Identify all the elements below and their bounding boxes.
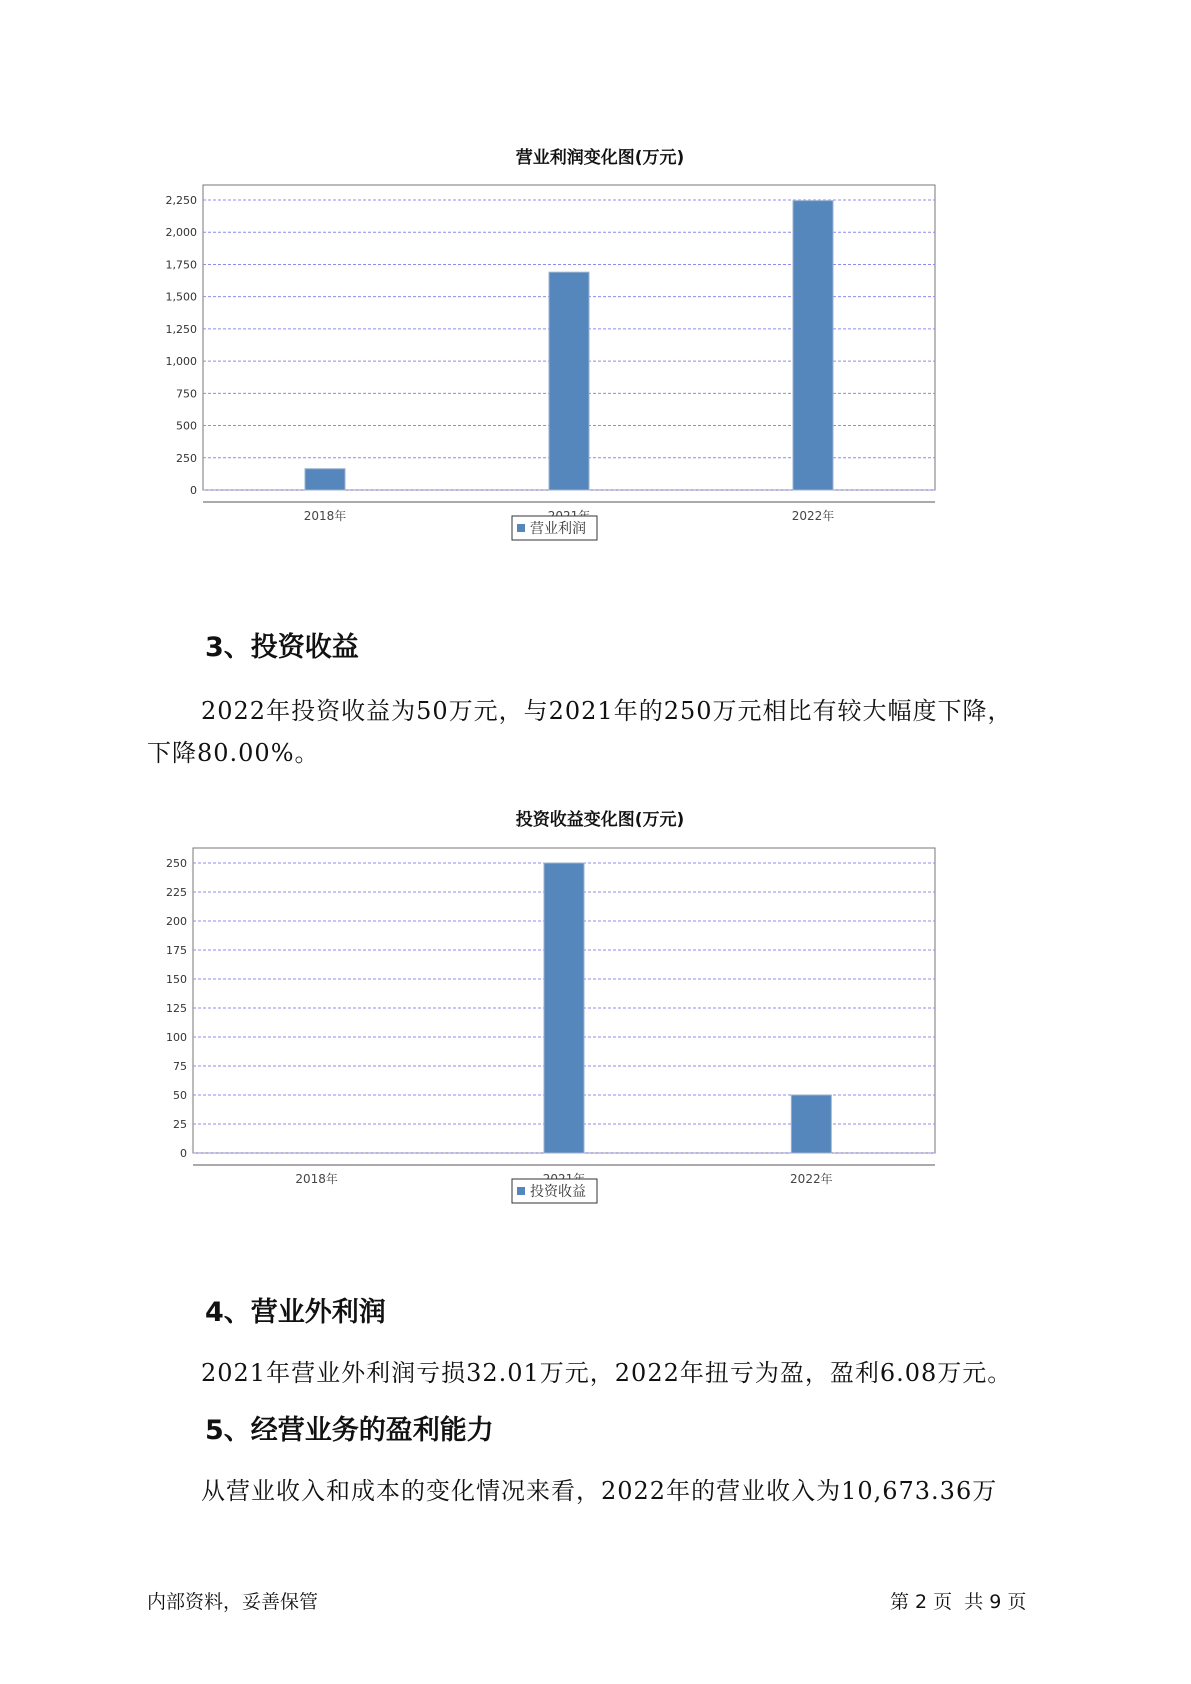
- y-tick-label: 500: [176, 419, 197, 433]
- bar-2022年: [793, 201, 833, 490]
- y-tick-label: 25: [173, 1118, 187, 1131]
- legend-swatch: [517, 524, 525, 532]
- section-heading-profitability: 5、经营业务的盈利能力: [205, 1415, 494, 1446]
- y-tick-label: 175: [166, 944, 187, 957]
- bar-2021年: [544, 863, 584, 1153]
- y-tick-label: 100: [166, 1031, 187, 1044]
- footer-confidential-note: 内部资料，妥善保管: [147, 1591, 319, 1613]
- bar-2022年: [791, 1095, 831, 1153]
- legend-label: 营业利润: [530, 521, 586, 537]
- y-tick-label: 1,500: [165, 290, 197, 304]
- section-heading-non-operating: 4、营业外利润: [205, 1297, 386, 1328]
- chart-title-investment-income: 投资收益变化图(万元): [515, 810, 685, 830]
- y-tick-label: 75: [173, 1060, 187, 1073]
- y-tick-label: 2,000: [165, 226, 197, 240]
- investment-income-chart: [150, 828, 950, 1248]
- y-tick-label: 750: [176, 387, 197, 401]
- footer-page-number: 第 2 页 共 9 页: [890, 1591, 1027, 1613]
- x-tick-label: 2022年: [791, 509, 835, 523]
- paragraph-profitability-line1: 从营业收入和成本的变化情况来看，2022年的营业收入为10,673.36万: [201, 1477, 998, 1505]
- y-tick-label: 0: [180, 1147, 187, 1160]
- section-heading-investment: 3、投资收益: [205, 632, 359, 663]
- paragraph-non-operating-line1: 2021年营业外利润亏损32.01万元，2022年扭亏为盈，盈利6.08万元。: [201, 1359, 1013, 1387]
- y-tick-label: 50: [173, 1089, 187, 1102]
- y-tick-label: 200: [166, 915, 187, 928]
- paragraph-investment-line1: 2022年投资收益为50万元，与2021年的250万元相比有较大幅度下降，: [201, 697, 1013, 725]
- legend-label: 投资收益: [530, 1184, 586, 1200]
- x-tick-label: 2022年: [790, 1172, 833, 1186]
- y-tick-label: 150: [166, 973, 187, 986]
- y-tick-label: 1,000: [165, 355, 197, 369]
- y-tick-label: 0: [190, 484, 197, 497]
- bar-2021年: [549, 272, 589, 490]
- paragraph-investment-line2: 下降80.00%。: [147, 739, 320, 767]
- bar-2018年: [305, 469, 345, 490]
- x-tick-label: 2018年: [295, 1172, 338, 1186]
- y-tick-label: 1,250: [165, 322, 197, 336]
- y-tick-label: 250: [176, 451, 197, 465]
- chart-title-operating-profit: 营业利润变化图(万元): [515, 148, 685, 168]
- y-tick-label: 2,250: [165, 194, 197, 207]
- y-tick-label: 225: [166, 886, 187, 899]
- y-tick-label: 250: [166, 857, 187, 870]
- legend-swatch: [517, 1187, 525, 1195]
- x-tick-label: 2018年: [303, 509, 347, 523]
- y-tick-label: 125: [166, 1002, 187, 1015]
- y-tick-label: 1,750: [165, 258, 197, 272]
- operating-profit-chart: [150, 165, 950, 585]
